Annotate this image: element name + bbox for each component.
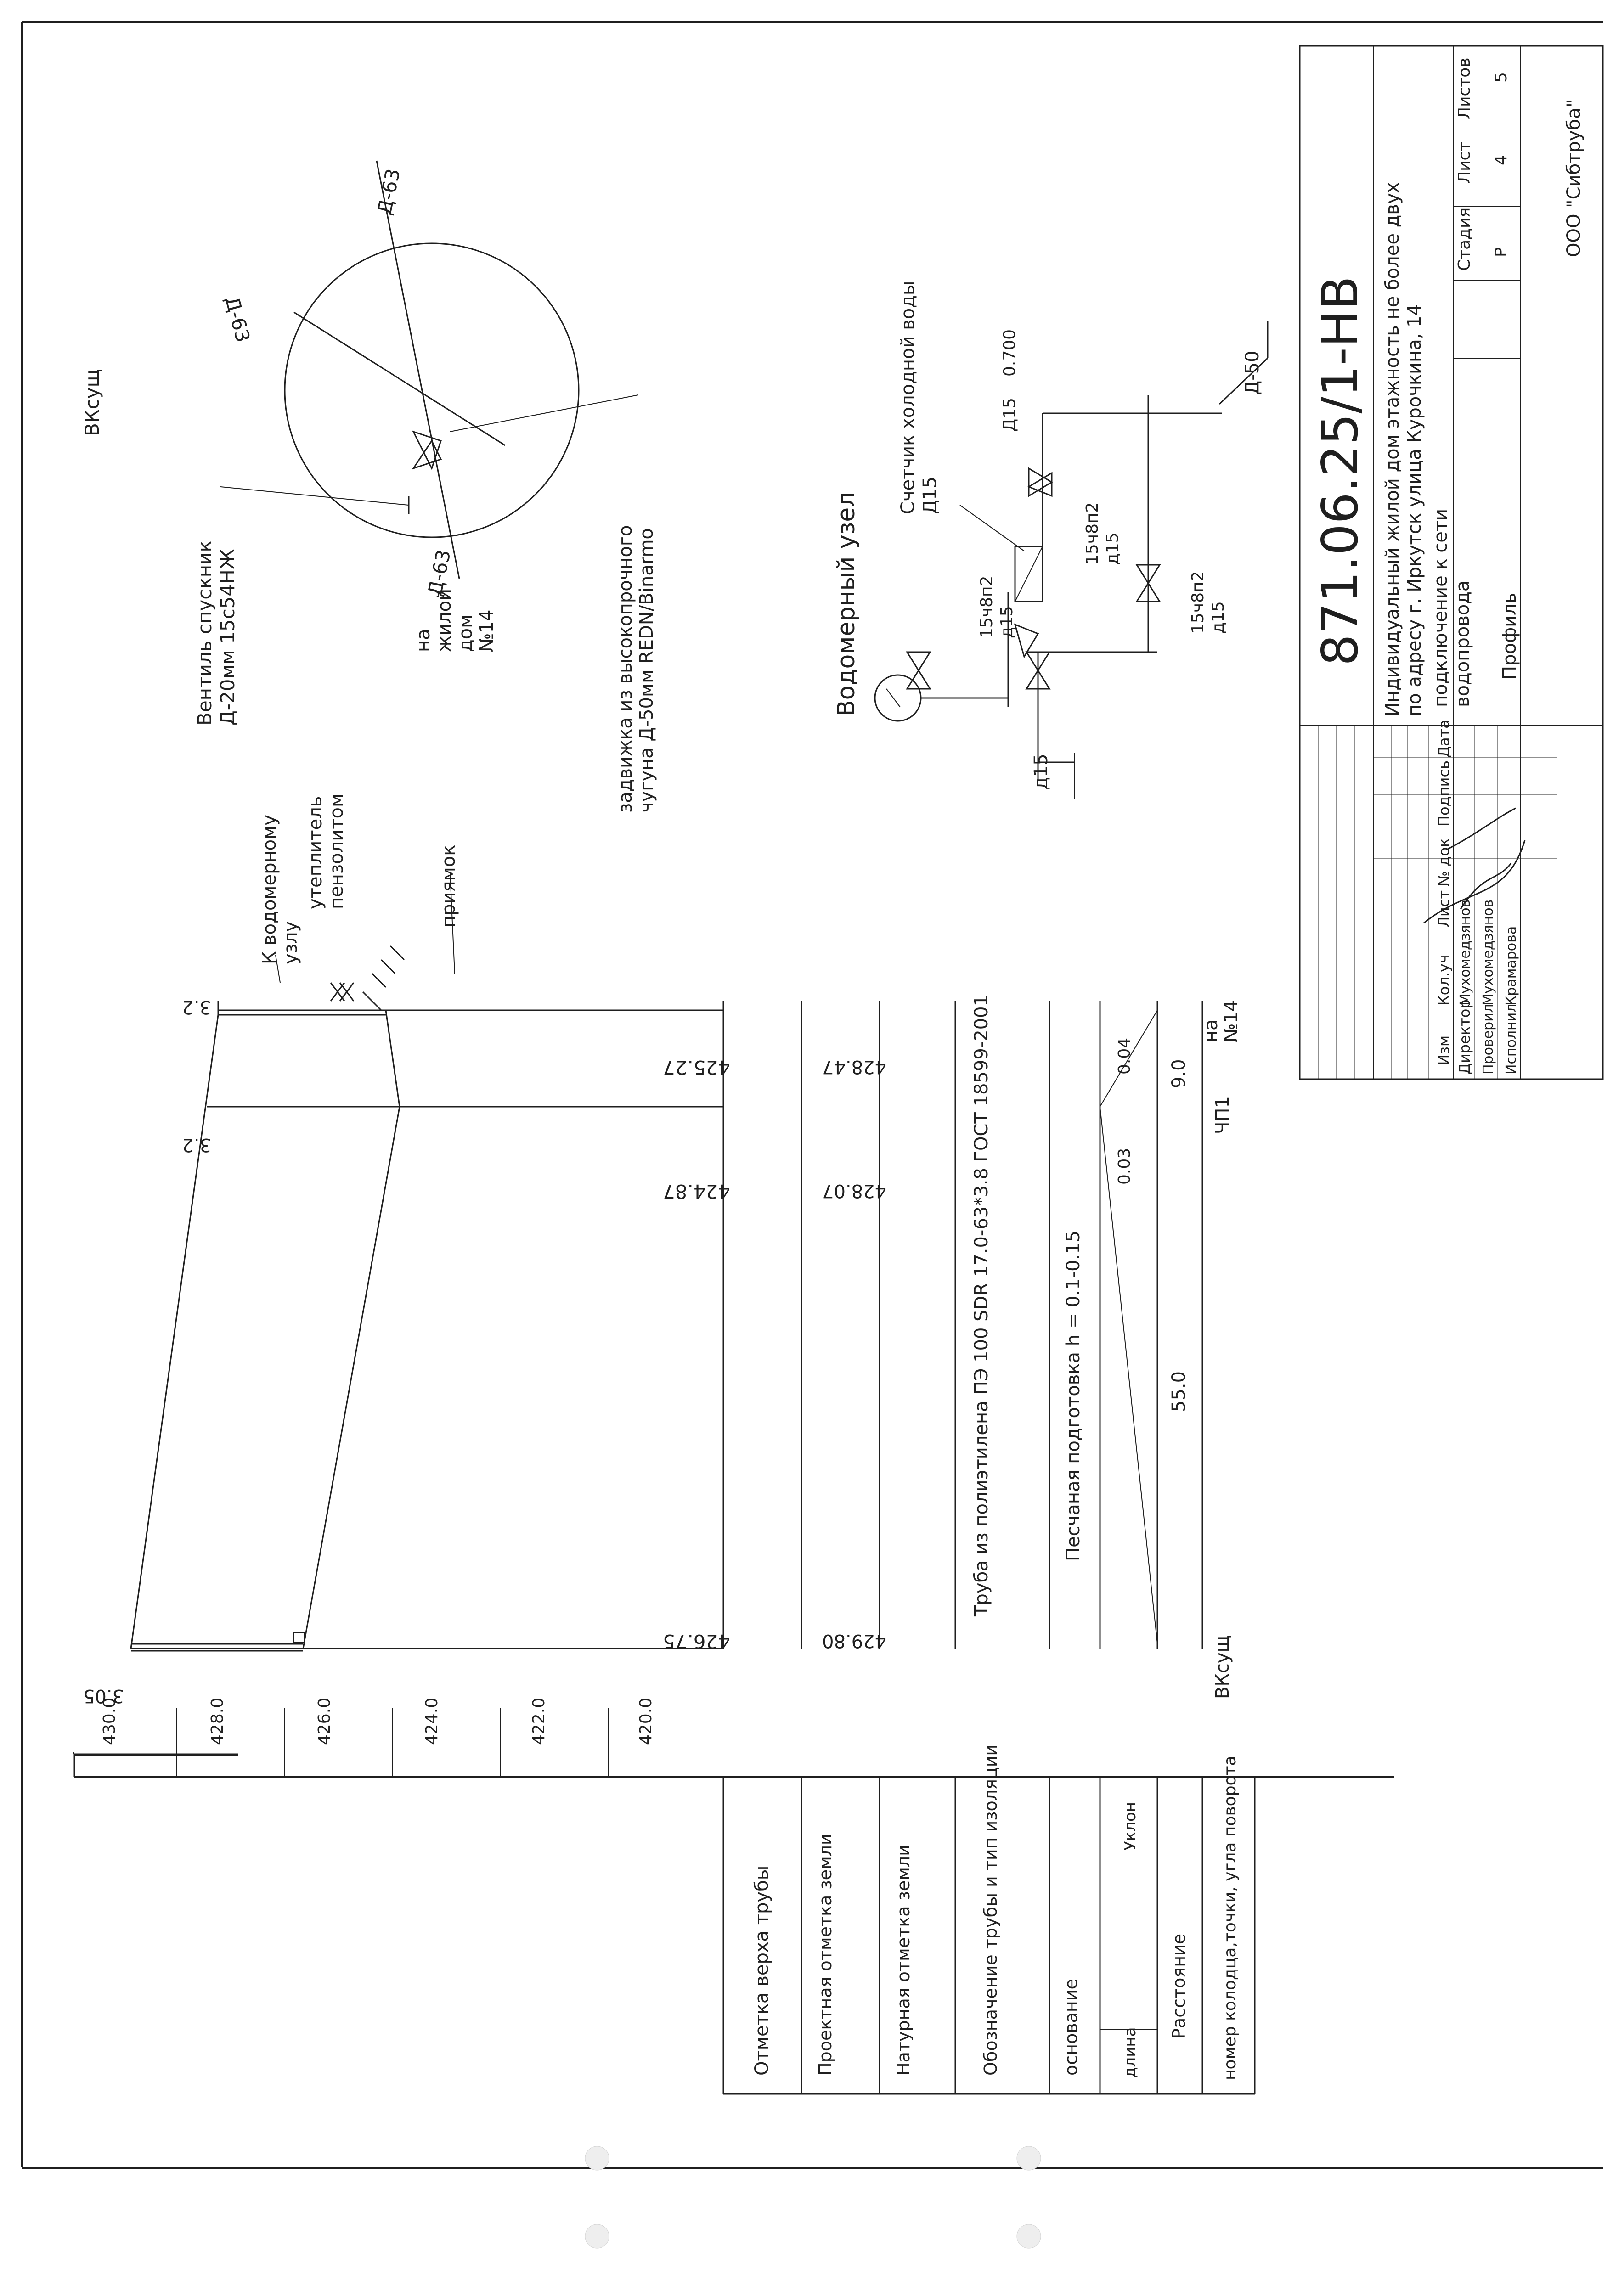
col-header: Кол.уч [1435,955,1453,1006]
valve-3-label: 15ч8п2д15 [1189,571,1228,634]
punch-hole [1017,2224,1041,2248]
row-header-slope: Уклон [1121,1801,1139,1851]
title-block [1300,46,1603,1079]
col-header: Дата [1435,720,1453,758]
organization: ООО "Сибтруба" [1563,99,1585,257]
note-pit: приямок [438,844,459,928]
pipe-top-end: 425.27 [663,1056,730,1079]
distance-first: 55.0 [1168,1371,1190,1412]
point-middle: ЧП1 [1212,1096,1233,1134]
object-description: Индивидуальный жилой дом этажность не более двухпо адресу г. Иркутск улица Курочкина, 14 [1382,182,1425,716]
col-header: № док [1435,838,1453,886]
profile-row-headers [751,1745,1240,2080]
drawing-name: Профиль [1499,592,1520,680]
pipe-line-2 [386,1010,400,1107]
col-header: Изм [1435,1035,1453,1065]
scale-tick-label: 430.0 [100,1697,119,1745]
scale-tick-label: 424.0 [423,1697,441,1745]
point-end: на№14 [1201,1000,1242,1042]
depth-start: 3.05 [83,1685,124,1706]
punch-hole [1017,2146,1041,2170]
profile-drawing [73,793,1394,2094]
pipe-top-middle: 424.87 [663,1180,730,1203]
pipe-spec-text: Труба из полиэтилена ПЭ 100 SDR 17.0-63*3.8 ГОСТ 18599-2001 [971,994,992,1616]
meter-node [833,281,1268,799]
depth-end: 3.2 [182,996,211,1018]
pipe-through [377,161,459,579]
name-director: Мухомедзянов [1457,899,1473,1006]
scale-tick-label: 420.0 [637,1697,655,1745]
row-header-natural-ground: Натурная отметка земли [893,1845,914,2076]
pipe-top-start: 426.75 [663,1630,730,1653]
to-house-label: нажилойдом№14 [413,588,497,652]
stage-value: Р [1492,247,1511,257]
row-header-design-ground: Проектная отметка земли [815,1834,835,2076]
row-header-pipe-top: Отметка верха трубы [751,1865,773,2076]
natural-ground-end: 428.47 [822,1056,886,1077]
row-header-base: основание [1061,1979,1081,2076]
base-text: Песчаная подготовка h = 0.1-0.15 [1063,1230,1084,1561]
outlet-mark: 0.700 [1000,329,1019,377]
profile-lines [131,946,723,1651]
scale-top-border [74,1754,237,1755]
sheet-header: Лист [1455,141,1474,184]
scale-tick-label: 422.0 [530,1697,548,1745]
sheets-header: Листов [1455,57,1474,119]
gate-valve-label: задвижка из высокопрочногочугуна Д-50мм REDN/Binarmo [615,525,657,813]
valve-2-label: 15ч8п2д15 [1083,502,1122,565]
role-performed: Исполнил [1503,1003,1519,1075]
col-header: Лист [1435,890,1453,928]
well-pipe-in: Д-63 [220,293,254,345]
vertical-scale [73,1698,655,1777]
well-circle [285,243,579,537]
punch-hole [585,2146,609,2170]
sheet-value: 4 [1492,155,1511,165]
natural-ground-middle: 428.07 [822,1180,886,1201]
well-pipe-branch: Д-63 [423,547,455,598]
slope-first: 0.03 [1115,1148,1134,1185]
meter-node-title: Водомерный узел [833,492,860,716]
sheets-value: 5 [1492,72,1511,83]
row-header-length: длина [1121,2027,1139,2078]
row-header-point-number: номер колодца,точки, угла поворота [1221,1756,1240,2080]
section-name: подключение к сетиводопровода [1430,508,1473,707]
drain-valve-label: Вентиль спускникД-20мм 15с54НЖ [193,540,239,726]
pipe-in [294,312,505,445]
pressure-gauge-icon [875,675,921,721]
drawing-code: 871.06.25/1-НВ [1312,276,1369,666]
row-header-distance: Расстояние [1169,1933,1189,2039]
name-checked: Мухомедзянов [1480,899,1496,1006]
pipe-line-1 [303,1107,400,1649]
punch-hole [585,2224,609,2248]
valve-1-label: 15ч8п2д15 [977,575,1016,638]
note-to-meter: К водомерномуузлу [259,815,301,964]
natural-ground-start: 429.80 [822,1630,886,1651]
name-performed: Крамарова [1503,926,1519,1006]
col-header: Подпись [1435,760,1453,827]
well-pipe-out: Д-63 [372,166,405,217]
scale-tick-label: 426.0 [315,1697,334,1745]
role-director: Директор [1456,999,1473,1075]
meter-label: Счетчик холодной водыД15 [897,281,941,514]
well-title: ВКсущ [81,369,103,436]
outlet-pipe: Д-50 [1242,350,1263,395]
outlet-size: Д15 [1000,398,1019,432]
scale-tick-label: 428.0 [208,1697,227,1745]
row-header-pipe-spec: Обозначение трубы и тип изоляции [981,1744,1001,2076]
slope-second: 0.04 [1115,1037,1134,1075]
note-insulation: утеплительпензолитом [305,793,347,909]
ground-line-1 [131,1015,218,1649]
stage-header: Стадия [1455,207,1474,271]
meter-inlet: д15 [1031,754,1052,790]
depth-middle: 3.2 [182,1134,211,1155]
distance-second: 9.0 [1168,1059,1190,1088]
well-plan [81,161,657,813]
point-start: ВКсущ [1212,1635,1233,1699]
valve-icon [907,652,930,689]
role-checked: Проверил [1480,1004,1496,1075]
valve-icon [1029,468,1052,496]
